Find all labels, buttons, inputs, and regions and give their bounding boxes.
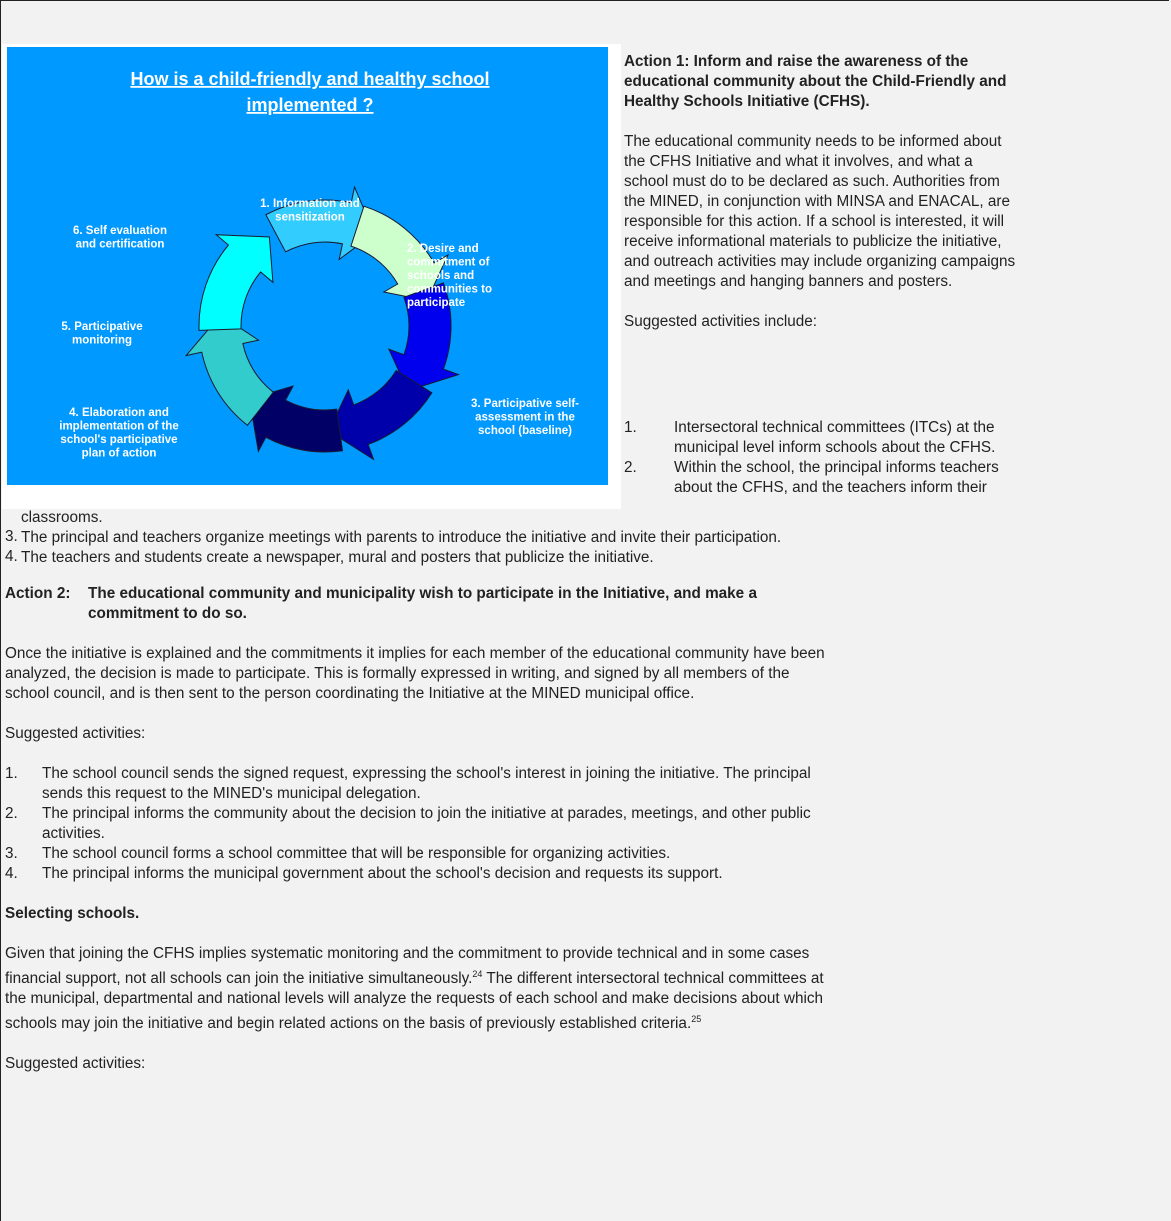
action1-body-line: receive informational materials to publicize the initiative, <box>624 233 1002 250</box>
selecting-text: financial support, not all schools can join the initiative simultaneously. <box>5 970 473 988</box>
footnote-ref-24[interactable]: 24 <box>472 969 483 979</box>
cycle-step-label-line: schools and <box>407 270 475 282</box>
cycle-step-label-line: 1. Information and <box>260 198 360 210</box>
cycle-arrow <box>329 371 432 460</box>
cycle-arrow <box>199 235 273 331</box>
cycle-step-label-line: 6. Self evaluation <box>73 225 167 237</box>
list-item <box>5 864 1165 884</box>
action2-body-line: Once the initiative is explained and the commitments it implies for each member of the educational community have been <box>5 645 825 662</box>
action2-suggested-label: Suggested activities: <box>5 725 146 742</box>
list-item-text: The school council forms a school committee that will be responsible for organizing activities. <box>42 845 671 862</box>
cycle-step-label <box>407 243 492 309</box>
diagram-title-line2: implemented ? <box>246 95 374 115</box>
cycle-step-label-line: 3. Participative self- <box>470 398 580 410</box>
list-item-number: 2. <box>5 805 18 822</box>
footnote-ref-25[interactable]: 25 <box>691 1014 702 1025</box>
list-item <box>624 458 1169 498</box>
cycle-step-label <box>61 321 142 347</box>
cycle-step-label-line: plan of action <box>81 447 157 460</box>
cycle-step-label <box>73 225 167 251</box>
list-item-number: 4. <box>5 548 18 565</box>
main-column <box>5 508 1165 1074</box>
cycle-step-label-line: communities to <box>407 283 492 296</box>
action1-body-line: the MINED, in conjunction with MINSA and ENACAL, are <box>624 193 1010 210</box>
cycle-step-label-line: school's participative <box>60 434 178 446</box>
cycle-arrow <box>186 315 273 425</box>
implementation-cycle-diagram <box>7 47 608 485</box>
selecting-schools-heading: Selecting schools. <box>5 905 140 922</box>
list-item <box>5 528 1165 548</box>
list-item <box>5 764 1165 804</box>
action1-suggested-label: Suggested activities include: <box>624 313 818 330</box>
diagram-title-line1: How is a child-friendly and healthy school <box>130 69 490 89</box>
action1-body-line: the CFHS Initiative and what it involves, and what a <box>624 153 973 170</box>
action2-label: Action 2: <box>5 585 71 602</box>
list-item-text: Within the school, the principal informs teachers <box>674 459 999 476</box>
action1-body-line: and outreach activities may include organizing campaigns <box>624 253 1016 270</box>
list-item-text: sends this request to the MINED's municipal delegation. <box>42 785 421 802</box>
list-item <box>5 844 1165 864</box>
list-item-number: 1. <box>624 419 637 436</box>
selecting-suggested-label: Suggested activities: <box>5 1055 146 1073</box>
list-item-number: 2. <box>624 459 637 476</box>
list-item-text: The teachers and students create a newspaper, mural and posters that publicize the initiative. <box>21 549 654 566</box>
cycle-step-label-line: assessment in the <box>475 411 575 424</box>
selecting-text: The different intersectoral technical committees at <box>482 970 824 988</box>
cycle-step-label-line: 2. Desire and <box>407 243 479 255</box>
selecting-body-line <box>5 1009 1165 1034</box>
list-item-number: 4. <box>5 865 18 882</box>
list-item-text: Intersectoral technical committees (ITCs) at the <box>674 419 995 436</box>
cycle-step-label-line: sensitization <box>275 211 345 224</box>
cycle-step-label-line: 4. Elaboration and <box>69 407 169 419</box>
list-item-text: The principal informs the municipal government about the school's decision and requests its support. <box>42 865 723 882</box>
action1-heading-line1: Action 1: Inform and raise the awareness of the <box>624 53 969 70</box>
cycle-ring <box>186 187 458 459</box>
action2-body-line: school council, and is then sent to the person coordinating the Initiative at the MINED municipal office. <box>5 685 695 702</box>
cycle-diagram-svg <box>7 47 608 485</box>
action1-body-line: school must do to be declared as such. Authorities from <box>624 173 1000 190</box>
cycle-step-label-line: and certification <box>75 238 165 251</box>
list-item-continuation: classrooms. <box>21 509 103 526</box>
action2-heading-line2: commitment to do so. <box>88 605 247 622</box>
list-item-text: activities. <box>42 825 105 842</box>
action1-heading-line2: educational community about the Child-Friendly and <box>624 73 1007 90</box>
list-item-text: The principal and teachers organize meetings with parents to introduce the initiative and invite their participation. <box>21 529 782 546</box>
action1-section <box>624 52 1169 332</box>
list-item <box>624 418 1169 458</box>
cycle-step-label <box>59 407 178 460</box>
list-item-text: The principal informs the community about the decision to join the initiative at parades, meetings, and other public <box>42 805 811 822</box>
selecting-body-line <box>5 964 1165 989</box>
selecting-text: schools may join the initiative and begin related actions on the basis of previously established criteria. <box>5 1015 692 1033</box>
selecting-body-line: the municipal, departmental and national levels will analyze the requests of each school and make decisions about which <box>5 990 824 1008</box>
cycle-step-label <box>471 398 579 437</box>
action2-heading-line1: The educational community and municipality wish to participate in the Initiative, and make a <box>88 585 757 602</box>
diagram-card <box>2 44 621 509</box>
action1-body-line: The educational community needs to be informed about <box>624 133 1002 150</box>
action1-list <box>624 418 1169 508</box>
action1-heading-line3: Healthy Schools Initiative (CFHS). <box>624 93 870 110</box>
list-item-text: municipal level inform schools about the CFHS. <box>674 439 996 456</box>
cycle-step-label-line: monitoring <box>71 334 133 347</box>
action2-body-line: analyzed, the decision is made to participate. This is formally expressed in writing, and signed by all members of the <box>5 665 790 682</box>
list-item-number: 1. <box>5 765 18 782</box>
action1-body-line: and meetings and hanging banners and posters. <box>624 273 953 290</box>
list-item-number: 3. <box>5 528 18 545</box>
list-item-number: 3. <box>5 845 18 862</box>
selecting-body-line: Given that joining the CFHS implies systematic monitoring and the commitment to provide technical and in some cases <box>5 945 810 962</box>
cycle-step-label-line: school (baseline) <box>478 425 572 437</box>
action1-body-line: responsible for this action. If a school is interested, it will <box>624 213 1005 230</box>
cycle-step-label-line: participate <box>407 297 466 309</box>
list-item <box>5 548 1165 568</box>
list-item-text: The school council sends the signed request, expressing the school's interest in joining the initiative. The principal <box>42 765 811 782</box>
cycle-step-label-line: 5. Participative <box>61 321 143 333</box>
cycle-step-label-line: commitment of <box>407 256 490 269</box>
cycle-step-label-line: implementation of the <box>59 420 179 433</box>
list-item-text: about the CFHS, and the teachers inform their <box>674 479 987 496</box>
action2-heading <box>5 584 1165 624</box>
list-item <box>5 804 1165 844</box>
